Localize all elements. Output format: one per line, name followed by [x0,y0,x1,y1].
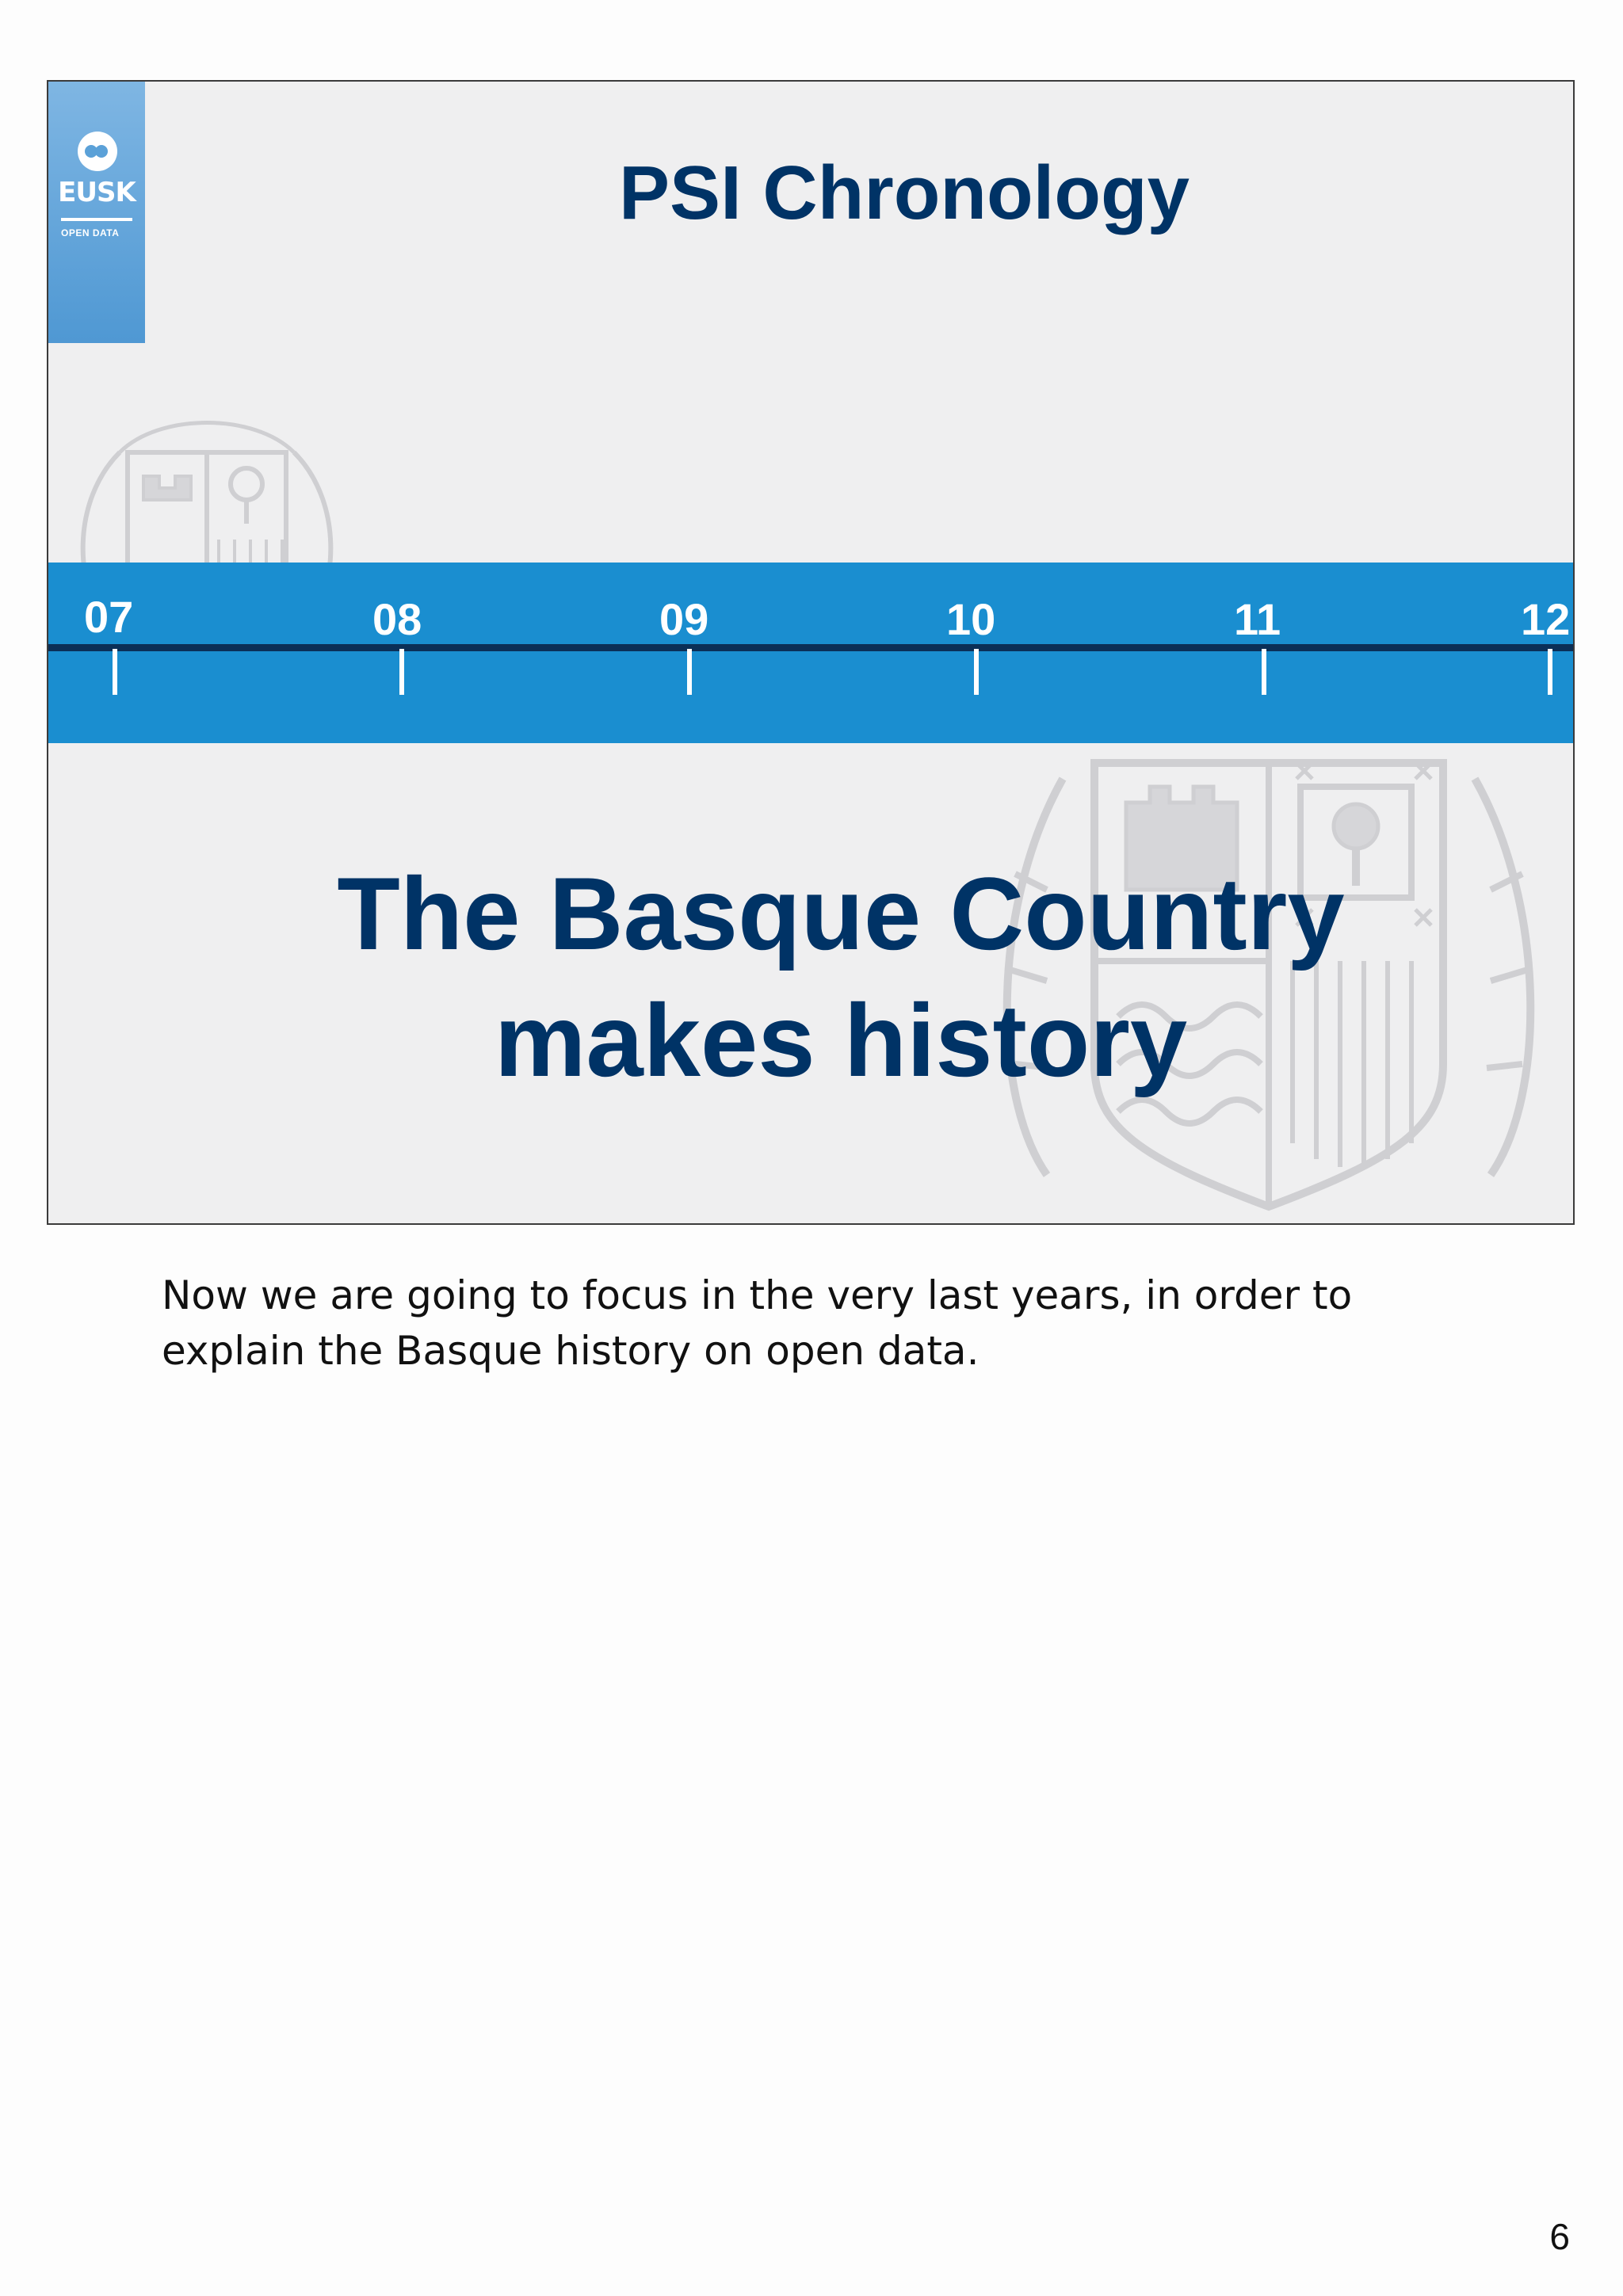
slide-title: PSI Chronology [619,151,1190,235]
slide-headline: The Basque Country makes history [337,856,1345,1098]
timeline-axis [48,644,1573,651]
slide [47,80,1575,1225]
logo-subtitle: OPEN DATA [61,227,120,238]
timeline-year: 09 [659,594,709,644]
logo-divider [61,218,132,221]
timeline-year: 10 [946,594,996,644]
logo-mark-icon [78,132,117,171]
timeline-tick [687,649,692,695]
timeline-tick [1262,649,1266,695]
eusk-open-data-logo [48,82,145,343]
logo-word: EUSK [58,177,136,208]
page-number: 6 [1549,2216,1570,2257]
timeline-tick [113,649,117,695]
timeline-year: 08 [372,594,422,644]
timeline-year: 11 [1234,594,1281,644]
timeline-year: 12 [1521,594,1571,644]
timeline-tick [399,649,404,695]
timeline-tick [974,649,979,695]
timeline-band [48,563,1573,743]
timeline-year: 07 [84,592,134,642]
timeline-tick [1548,649,1552,695]
speaker-notes: Now we are going to focus in the very last years, in order to explain the Basque history on open data. [162,1272,1353,1374]
